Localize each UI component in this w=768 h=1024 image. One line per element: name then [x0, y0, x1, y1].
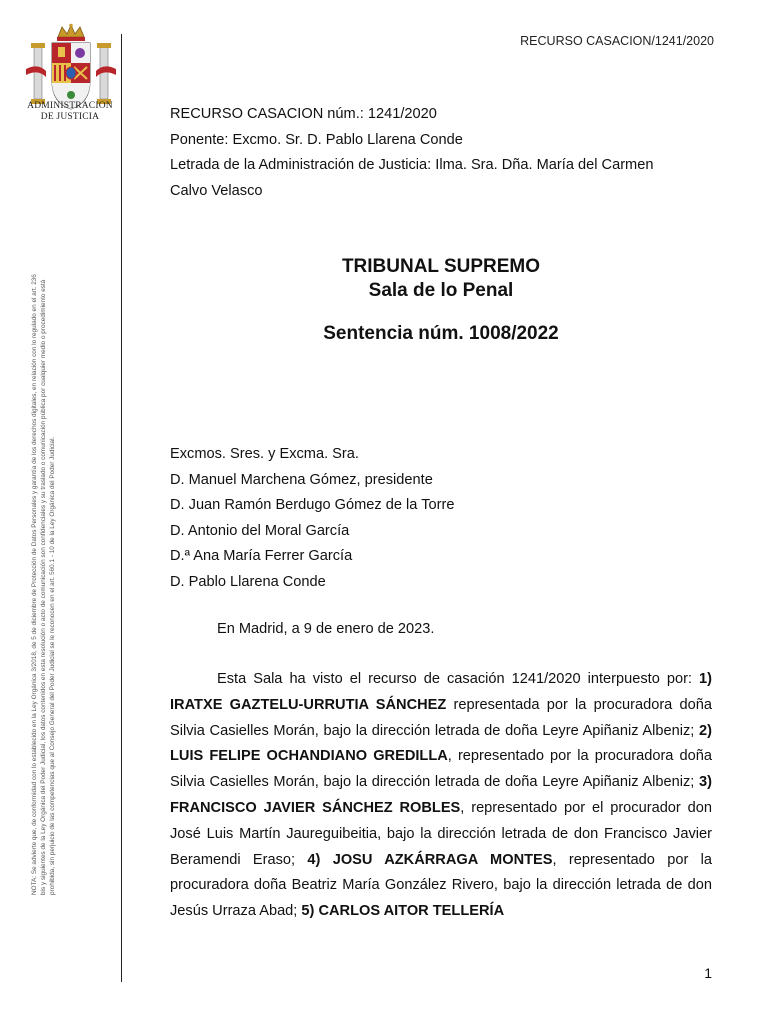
judge-item: D.ª Ana María Ferrer García [170, 548, 353, 564]
page-number: 1 [704, 965, 712, 981]
institution-name [20, 101, 120, 123]
institution-line-2: DE JUSTICIA [40, 112, 100, 122]
header-reference: RECURSO CASACION/1241/2020 [520, 34, 714, 48]
judges-list [170, 442, 712, 595]
paragraph-text: , representado por la procuradora doña Beatriz María González Rivero, bajo la dirección letrada de don Jesús Urraza Abad; [170, 851, 712, 920]
judge-item: D. Pablo Llarena Conde [170, 573, 326, 590]
legal-side-note [30, 155, 58, 895]
letrada-line-2: Calvo Velasco [170, 182, 263, 199]
judges-heading: Excmos. Sres. y Excma. Sra. [170, 446, 359, 462]
letrada-line-1: Letrada de la Administración de Justicia: Ilma. Sra. Dña. María del Carmen [170, 157, 654, 173]
paragraph-text: Esta Sala ha visto el recurso de casación 1241/2020 interpuesto por: [217, 671, 700, 687]
paragraph-text: representada por la procuradora doña Silvia Casielles Morán, bajo la dirección letrada de doña Leyre Apiñaniz Albeniz; [170, 696, 712, 739]
ponente: Ponente: Excmo. Sr. D. Pablo Llarena Conde [170, 131, 463, 148]
paragraph-text: , representado por la procuradora doña Silvia Casielles Morán, bajo la dirección letrada de doña Leyre Apiñaniz Albeniz; [170, 748, 713, 791]
side-note-line-2: bis y siguientes de la Ley Orgánica del Poder Judicial, los datos contenidos en esta resolución o acto de comunicación son confidenciales y su traslado o comunicación pública por cualquier medio o procedimiento está [40, 279, 48, 895]
sentence-date: En Madrid, a 9 de enero de 2023. [217, 621, 435, 637]
margin-rule [121, 34, 122, 982]
party-name: 2) LUIS FELIPE OCHANDIANO GREDILLA [170, 722, 712, 765]
judge-item: D. Manuel Marchena Gómez, presidente [170, 471, 433, 488]
sentence-number: Sentencia núm. 1008/2022 [323, 323, 559, 344]
court-name: TRIBUNAL SUPREMO [341, 256, 541, 277]
side-note-line-1: NOTA: Se advierte que, de conformidad con lo establecido en la Ley Orgánica 3/2018, de 5 de diciembre de Protección de Datos Personales y garantía de los derechos digitales, en relación con lo regulado en el art. 236 [31, 274, 38, 895]
party-name: 3) FRANCISCO JAVIER SÁNCHEZ ROBLES [170, 774, 712, 816]
case-metadata [170, 102, 712, 204]
court-chamber: Sala de lo Penal [368, 280, 514, 301]
party-name: 1) IRATXE GAZTELU-URRUTIA SÁNCHEZ [170, 671, 712, 713]
side-note-line-3: prohibida, sin perjuicio de las competencias que al Consejo General del Poder Judicial se le reconocen en el art. 560.1 - 10 de la Ley Orgánica del Poder Judicial. [49, 436, 57, 895]
judge-item: D. Juan Ramón Berdugo Gómez de la Torre [170, 497, 455, 513]
opening-paragraph [170, 667, 712, 925]
judge-item: D. Antonio del Moral García [170, 522, 350, 539]
party-name: 5) CARLOS AITOR TELLERÍA [301, 903, 505, 920]
party-name: 4) JOSU AZKÁRRAGA MONTES [307, 851, 553, 868]
institution-line-1: ADMINISTRACION [27, 101, 113, 111]
case-number: RECURSO CASACION núm.: 1241/2020 [170, 106, 437, 122]
paragraph-text: , representado por el procurador don José Luis Martín Jaureguibeitia, bajo la dirección letrada de don Francisco Javier Beramendi Eraso; [170, 799, 712, 868]
